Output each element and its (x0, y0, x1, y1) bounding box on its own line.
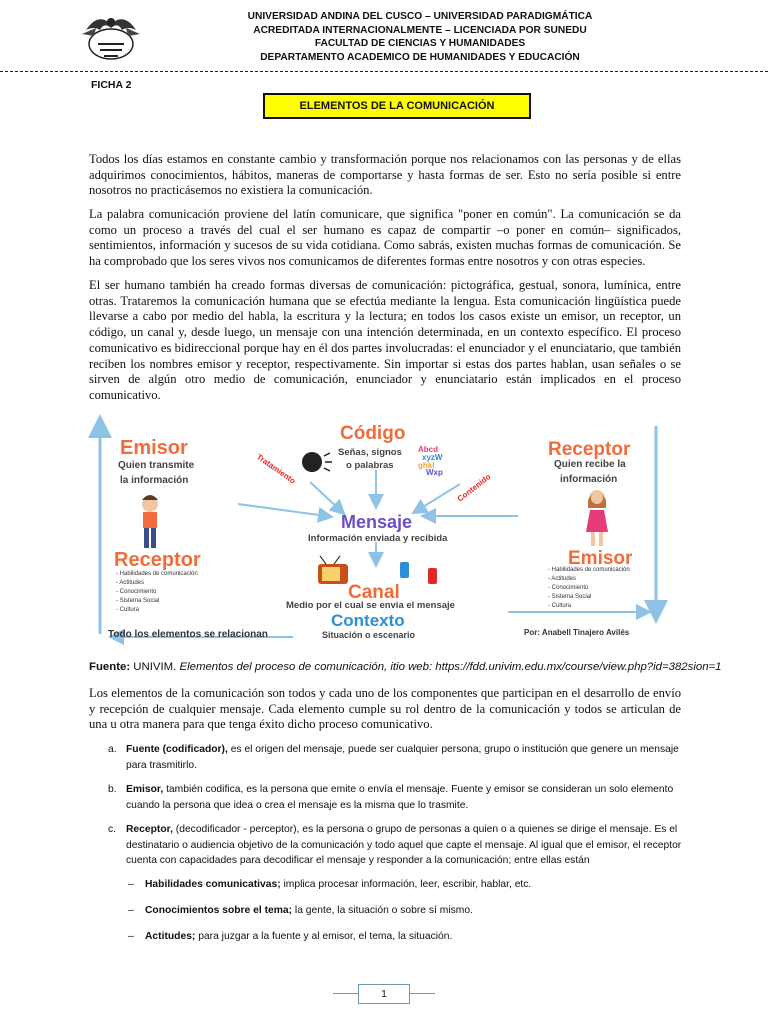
receptor-title: Receptor (548, 439, 631, 460)
codigo-sub-1: Señas, signos (338, 447, 402, 458)
girl-illustration (586, 490, 608, 546)
svg-text:ghkl: ghkl (418, 461, 435, 470)
mensaje-sub: Información enviada y recibida (308, 533, 448, 544)
svg-text:xyzW: xyzW (422, 453, 443, 462)
source-label: Fuente: (89, 661, 131, 673)
page-title: ELEMENTOS DE LA COMUNICACIÓN (263, 93, 531, 119)
communication-elements-infographic (88, 412, 668, 650)
mensaje-title: Mensaje (341, 512, 413, 532)
left-trait-1: - Habilidades de comunicación (116, 571, 198, 577)
left-trait-2: - Actitudes (116, 580, 145, 586)
ficha-label: FICHA 2 (91, 79, 132, 91)
header-line-1: UNIVERSIDAD ANDINA DEL CUSCO – UNIVERSIDAD PARADIGMÁTICA (247, 11, 593, 22)
list-marker: a. (108, 744, 117, 755)
codigo-sub-2: o palabras (346, 460, 394, 471)
page-number: 1 (358, 984, 410, 1004)
list-marker: c. (108, 824, 117, 835)
emisor-sub-2: la información (120, 475, 189, 486)
sublist-marker: – (128, 879, 134, 890)
sublist-term: Actitudes; (145, 931, 196, 942)
sublist-marker: – (128, 905, 134, 916)
list-term: Fuente (codificador), (126, 744, 228, 755)
list-item (108, 782, 692, 813)
infographic-author: Por: Anabell Tinajero Avilés (524, 628, 630, 637)
right-trait-5: - Cultura (548, 603, 572, 609)
svg-text:Abcd: Abcd (418, 445, 438, 454)
canal-title: Canal (348, 582, 400, 603)
list-text: es el origen del mensaje, puede ser cualquier persona, grupo o institución que genere un mensaje para trasmitirlo. (126, 744, 679, 771)
header-line-2: ACREDITADA INTERNACIONALMENTE – LICENCIADA POR SUNEDU (253, 24, 587, 36)
svg-text:Wxp: Wxp (426, 468, 443, 477)
right-trait-1: - Habilidades de comunicación (548, 567, 630, 573)
contexto-sub: Situación o escenario (322, 630, 416, 640)
contexto-title: Contexto (331, 611, 405, 630)
sublist-item (128, 879, 531, 890)
list-item (108, 742, 692, 773)
sublist-text: implica procesar información, leer, escribir, hablar, etc. (280, 879, 532, 890)
university-header (150, 10, 690, 64)
left-receptor-title: Receptor (114, 549, 201, 571)
left-trait-5: - Cultura (116, 607, 140, 613)
tratamiento-label: Tratamiento (254, 452, 298, 486)
sublist-marker: – (128, 931, 134, 942)
list-term: Receptor, (126, 824, 173, 835)
sublist-text: para juzgar a la fuente y al emisor, el tema, la situación. (195, 931, 453, 942)
speaking-head-icon (302, 452, 332, 472)
right-trait-3: - Conocimiento (548, 585, 589, 591)
emisor-sub-1: Quien transmite (118, 460, 195, 471)
list-text: también codifica, es la persona que emite o envía el mensaje. Fuente y emisor se consideran un solo elemento cuando la persona que idea o crea el mensaje es la misma que lo trasmite. (126, 784, 674, 811)
header-line-3: FACULTAD DE CIENCIAS Y HUMANIDADES (314, 38, 526, 49)
boy-illustration (142, 495, 158, 548)
left-trait-3: - Conocimiento (116, 589, 157, 595)
source-org: UNIVIM. (130, 661, 180, 673)
paragraph-4: Los elementos de la comunicación son todos y cada uno de los componentes que participan en el desarrollo de envío y recepción de cualquier mensaje. Cada elemento cumple su rol dentro de la comunicación y todos se articulan de una u otra manera para que tenga éxito dicho proceso comunicativo. (89, 686, 681, 732)
left-trait-4: - Sistema Social (116, 598, 160, 604)
right-trait-4: - Sistema Social (548, 594, 592, 600)
paragraph-1: Todos los días estamos en constante cambio y transformación porque nos relacionamos con las personas y de ellas adquirimos conocimientos, hábitos, maneras de comportarse y hasta formas de ser. Esto no sería posible si entre nosotros no practicásemos no existiera la comunicación. (89, 152, 681, 198)
letters-icon (418, 445, 443, 477)
source-work: Elementos del proceso de comunicación, itio web: https://fdd.univim.edu.mx/course/view.php?id=382sion=1 (179, 661, 722, 673)
list-marker: b. (108, 784, 117, 795)
sublist-item (128, 931, 452, 942)
sublist-text: la gente, la situación o sobre sí mismo. (292, 905, 473, 916)
contenido-label: Contenido (455, 472, 493, 504)
list-term: Emisor, (126, 784, 164, 795)
right-trait-2: - Actitudes (548, 576, 577, 582)
codigo-title: Código (340, 423, 406, 444)
paragraph-3: El ser humano también ha creado formas diversas de comunicación: pictográfica, gestual, sonora, lumínica, entre otras. Trataremos la comunicación humana que se efectúa mediante la lengua. Esta comunicación lingüística puede llevarse a cabo por medio del habla, la escritura y la lectura; en todos los casos existe un emisor, un receptor, un código, un canal y, desde luego, un mensaje con una intención determinada, en un contexto específico. El proceso comunicativo es bidireccional porque hay en él dos partes involucradas: el enunciador y el enunciatario, que también reciben los nombres emisor y receptor, respectivamente. Sin importar si estas dos partes hablan, usan señales o se sirven de algún otro medio de comunicación, enunciador y enunciatario están implicados en el proceso comunicativo. (89, 278, 681, 402)
receptor-sub-2: información (560, 474, 618, 485)
phone-icons (400, 562, 437, 584)
header-divider (0, 71, 768, 72)
receptor-sub-1: Quien recibe la (554, 459, 626, 470)
emisor-title: Emisor (120, 437, 188, 459)
paragraph-2: La palabra comunicación proviene del latín comunicare, que significa "poner en común". La comunicación se da como un proceso a través del cual el ser humano es capaz de compartir –o poner en común– significados, sentimientos, información y sucesos de su vida cotidiana. Como sabrás, existen muchas formas de comunicación. Se ha comprobado que los seres vivos nos comunicamos de diferentes formas entre nosotros y con otras especies. (89, 207, 681, 269)
bottom-left-caption: Todo los elementos se relacionan (108, 629, 268, 640)
source-citation (89, 661, 722, 673)
header-line-4: DEPARTAMENTO ACADEMICO DE HUMANIDADES Y EDUCACIÓN (260, 51, 580, 63)
right-emisor-title: Emisor (568, 548, 633, 569)
tv-icon (318, 556, 348, 584)
university-crest-logo (78, 10, 144, 62)
list-text: (decodificador - perceptor), es la persona o grupo de personas a quien o a quienes se dirige el mensaje. Es el destinatario o audiencia objetivo de la comunicación y todo aquel que capte el mensaje. Al igual que el emisor, el receptor cuenta con capacidades para decodificar el mensaje y responder a la comunicación; entre ellas están (126, 824, 682, 866)
canal-sub: Medio por el cual se envia el mensaje (286, 600, 455, 611)
sublist-item (128, 905, 473, 916)
list-item (108, 822, 692, 869)
sublist-term: Habilidades comunicativas; (145, 879, 281, 890)
sublist-term: Conocimientos sobre el tema; (145, 905, 293, 916)
